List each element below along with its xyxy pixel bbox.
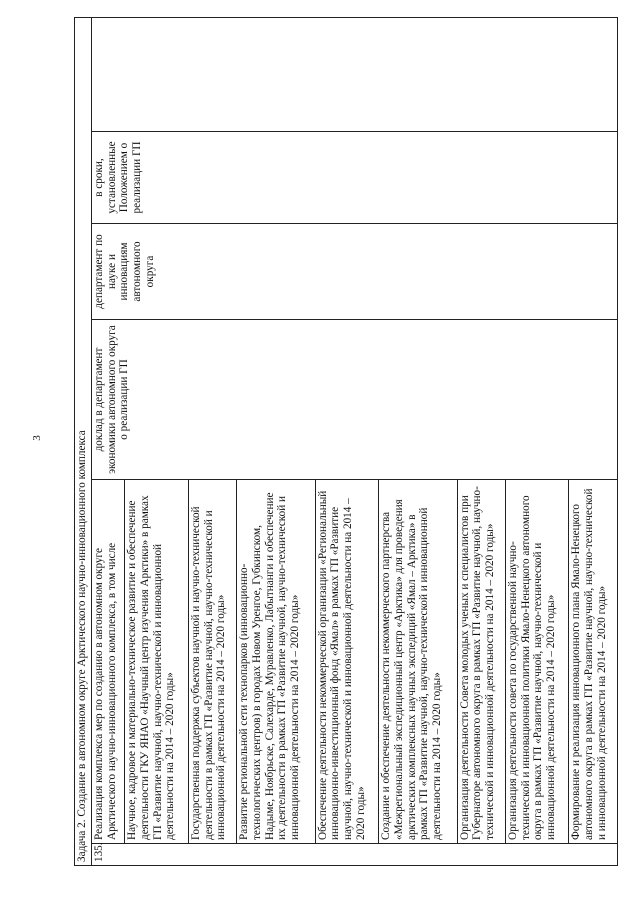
sub-item: Развитие региональной сети технопарков (инновационно-технологических центров) в городах Новом Уренгое, Губкинском, Надыме, Ноябрьске, Салехарде, Муравленко, Лабытнанги и обеспечение их деятельности в рамках ГП «Развитие научной, научно-технической и инновационной деятельности на 2014 – 2020 годы» [237,480,315,844]
sub-item: Формирование и реализация инновационного плана Ямало-Ненецкого автономного округа в рамках ГП «Развитие научной, научно-технической и инновационной деятельности на 2014 – 2020 годы» [569,480,618,844]
page-number: 3 [30,435,43,441]
task-heading: Задача 2. Создание в автономном округе Арктического научно-инновационного комплекса [75,17,92,865]
deadline-cell: в сроки, установленные Положением о реализации ГП [92,132,618,224]
result-cell: доклад в департамент экономики автономного округа о реализации ГП [92,320,618,480]
sub-item: Обеспечение деятельности некоммерческой организации «Региональный инновационно-инвестиционный фонд «Ямал» в рамках ГП «Развитие научной, научно-технической и инновационной деятельности на 2014 – 2020 годы» [315,480,378,844]
main-action-cell: Реализация комплекса мер по созданию в автономном округе Арктического научно-инновационного комплекса, в том числе [92,480,125,844]
sub-item: Организация деятельности совета по государственной научно-технической и инновационной политики Ямало-Ненецкого автономного округа в рамках ГП «Развитие научной, научно-технической и инновационной деятельности на 2014 – 2020 годы» [506,480,569,844]
extra-cell [92,17,618,131]
table-row [92,17,125,865]
sub-item: Научное, кадровое и материально-техническое развитие и обеспечение деятельности ГКУ ЯНАО «Научный центр изучения Арктики» в рамках ГП «Развитие научной, научно-технической и инновационной деятельности на 2014 – 2020 годы» [125,480,188,844]
row-number: 135. [92,844,618,866]
sub-item: Организация деятельности Совета молодых ученых и специалистов при Губернаторе автономного округа в рамках ГП «Развитие научной, научно-технической и инновационной деятельности на 2014 – 2020 годы» [457,480,505,844]
plan-table [74,17,618,866]
responsible-cell: департамент по науке и инновациям автономного округа [92,224,618,320]
rotated-table-container [74,18,618,866]
task-row [75,17,92,865]
sub-item: Государственная поддержка субъектов научной и научно-технической деятельности в рамках ГП «Развитие научной, научно-технической и инновационной деятельности на 2014 – 2020 годы» [188,480,236,844]
sub-item: Создание и обеспечение деятельности некоммерческого партнерства «Межрегиональный экспедиционный центр «Арктика» для проведения арктических комплексных научных экспедиций «Ямал – Арктика» в рамках ГП «Развитие научной, научно-технической и инновационной деятельности на 2014 – 2020 годы» [379,480,457,844]
